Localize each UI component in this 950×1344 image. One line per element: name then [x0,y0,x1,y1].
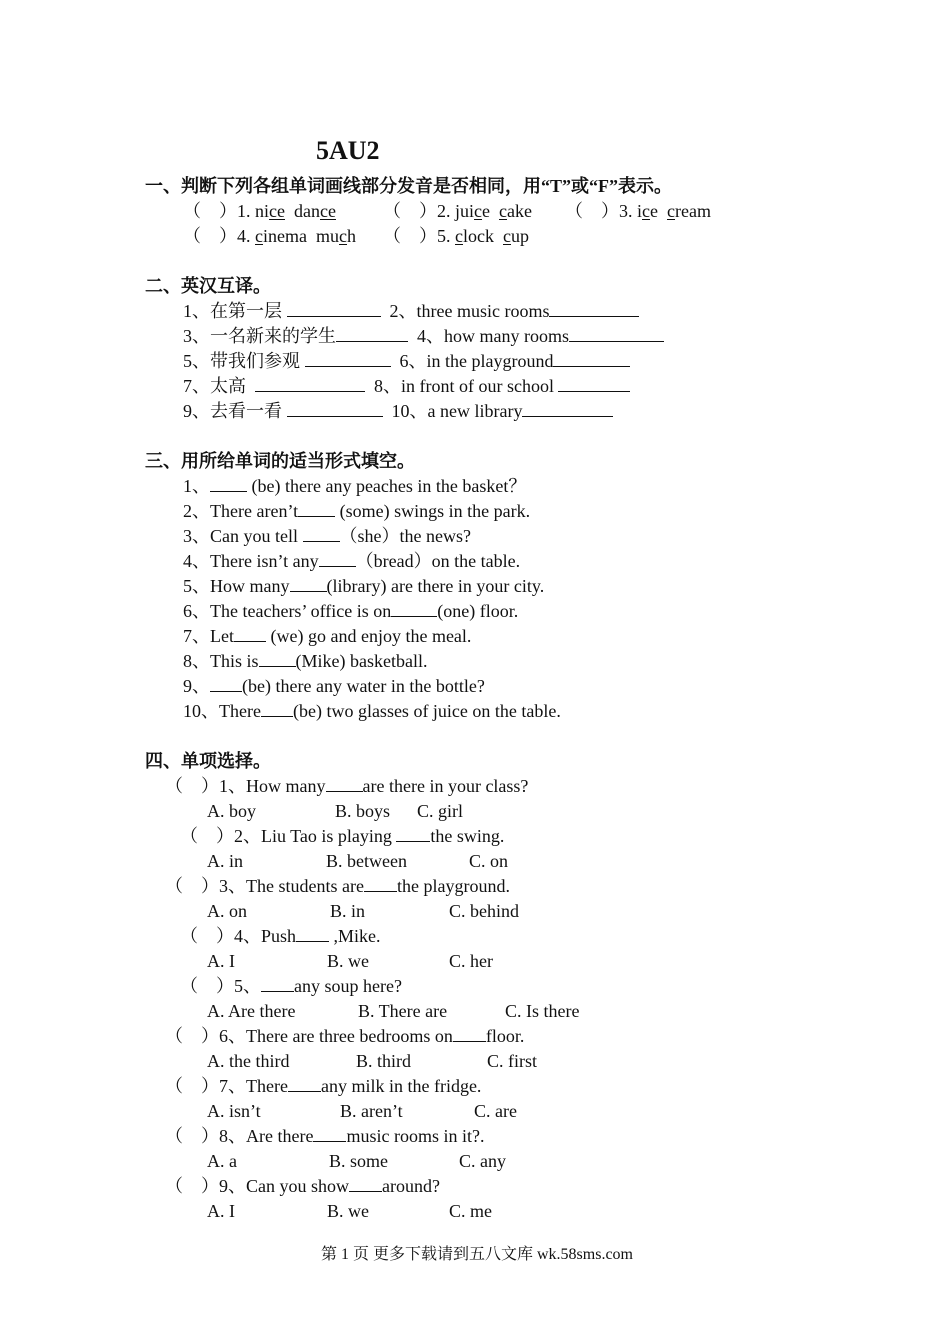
s4-q4-option-b: B. we [327,951,369,971]
s4-q9-option-b: B. we [327,1201,369,1221]
s4-q1-option-c: C. girl [417,801,464,821]
s1-item-3: （ ）3. ice cream [565,201,711,221]
s4-question-2: （ ）2、Liu Tao is playing the swing. [180,826,505,846]
section1-heading: 一、判断下列各组单词画线部分发音是否相同，用“T”或“F”表示。 [145,176,672,196]
section3-heading: 三、用所给单词的适当形式填空。 [145,451,415,471]
s4-question-6: （ ）6、There are three bedrooms on floor. [165,1026,525,1046]
s3-item-1: 1、 (be) there any peaches in the basket？ [183,476,527,496]
s4-q6-option-c: C. first [487,1051,538,1071]
s4-q3-option-b: B. in [330,901,366,921]
s1-item-5: （ ）5. clock cup [383,226,529,246]
section4-heading: 四、单项选择。 [145,751,271,771]
s3-item-3: 3、Can you tell （she）the news? [183,526,471,546]
s4-q9-option-a: A. I [207,1201,235,1221]
s4-q7-option-a: A. isn’t [207,1101,261,1121]
s4-q1-option-b: B. boys [335,801,391,821]
s4-q4-option-a: A. I [207,951,235,971]
s4-question-7: （ ）7、There any milk in the fridge. [165,1076,482,1096]
s3-item-5: 5、How many (library) are there in your city. [183,576,545,596]
s4-q1-option-a: A. boy [207,801,256,821]
s4-q3-option-a: A. on [207,901,247,921]
s2-row-1: 1、在第一层 2、three music rooms [183,299,639,323]
s4-q6-option-a: A. the third [207,1051,290,1071]
s3-item-4: 4、There isn’t any （bread）on the table. [183,551,521,571]
page-footer: 第 1 页 更多下载请到五八文库 wk.58sms.com [321,1246,634,1263]
section2-heading: 二、英汉互译。 [145,276,271,296]
s4-question-9: （ ）9、Can you show around? [165,1176,440,1196]
s4-q2-option-b: B. between [326,851,407,871]
s1-item-1: （ ）1. nice dance [183,201,336,221]
s4-q5-option-b: B. There are [358,1001,448,1021]
s3-item-9: 9、 (be) there any water in the bottle? [183,676,485,696]
s4-q3-option-c: C. behind [449,901,519,921]
s4-q6-option-b: B. third [356,1051,412,1071]
s2-row-2: 3、一名新来的学生 4、how many rooms [183,324,664,348]
s3-item-7: 7、Let (we) go and enjoy the meal. [183,626,472,646]
s2-row-3: 5、带我们参观 6、in the playground [183,349,630,373]
s3-item-8: 8、This is (Mike) basketball. [183,651,428,671]
s4-q2-option-c: C. on [469,851,509,871]
s2-row-5: 9、去看一看 10、a new library [183,399,613,423]
s2-row-4: 7、太高 8、in front of our school [183,374,630,398]
s4-q8-option-b: B. some [329,1151,389,1171]
s4-q8-option-c: C. any [459,1151,506,1171]
s4-question-5: （ ）5、 any soup here? [180,976,402,996]
s4-q7-option-b: B. aren’t [340,1101,403,1121]
s4-q5-option-c: C. Is there [505,1001,580,1021]
s4-q9-option-c: C. me [449,1201,492,1221]
s1-item-4: （ ）4. cinema much [183,226,356,246]
s4-q4-option-c: C. her [449,951,493,971]
s3-item-2: 2、There aren’t (some) swings in the park. [183,501,531,521]
s1-item-2: （ ）2. juice cake [383,201,532,221]
s4-q5-option-a: A. Are there [207,1001,296,1021]
s4-question-4: （ ）4、Push ,Mike. [180,926,381,946]
s4-q2-option-a: A. in [207,851,243,871]
s3-item-6: 6、The teachers’ office is on (one) floor. [183,601,519,621]
s3-item-10: 10、There (be) two glasses of juice on the table. [183,701,561,721]
s4-question-8: （ ）8、Are there music rooms in it?. [165,1126,485,1146]
s4-q7-option-c: C. are [474,1101,517,1121]
s4-question-1: （ ）1、How many are there in your class? [165,776,529,796]
s4-q8-option-a: A. a [207,1151,237,1171]
s4-question-3: （ ）3、The students are the playground. [165,876,510,896]
page-title: 5AU2 [316,136,380,165]
